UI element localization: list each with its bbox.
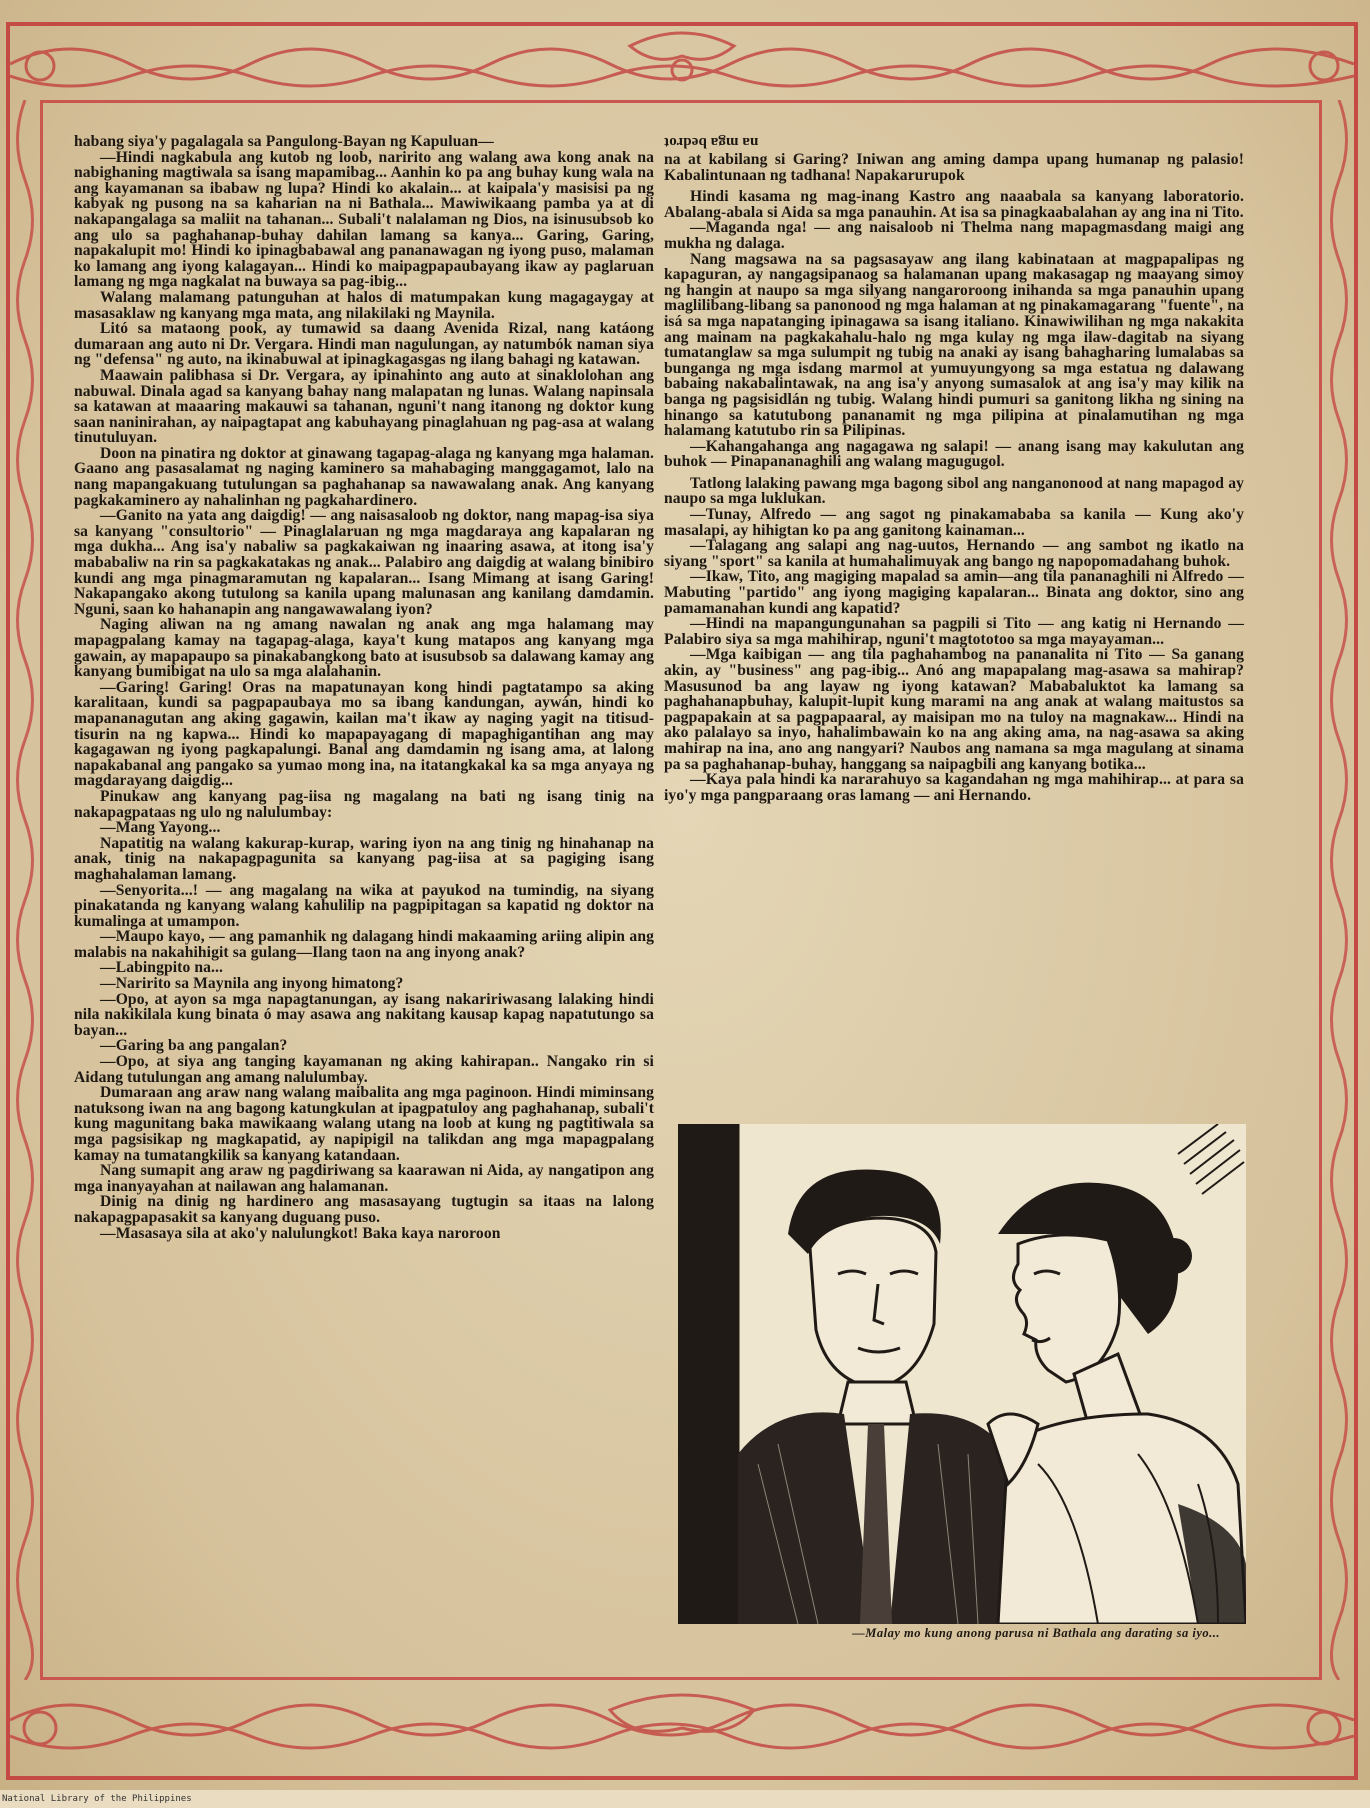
ornament-top-svg xyxy=(10,26,1354,100)
paragraph: —Masasaya sila at ako'y nalulungkot! Baka kaya naroroon xyxy=(100,1224,501,1242)
illustration-svg xyxy=(678,1124,1246,1624)
paragraph: Doon na pinatira ng doktor at ginawang tagapag-alaga ng kanyang mga halaman. Gaano ang pasasalamat ng naging kaminero sa mahabaging manggagamot, lalo na nang mapangakuang tutulungan sa paghahanap sa nawawalang anak. Ang kanyang pagkakaminero ay nahalinhan ng pagkahardinero. xyxy=(74,444,654,509)
paragraph: Nang magsawa na sa pagsasayaw ang ilang kabinataan at magpapalipas ng kapaguran, ay nangagsipanaog sa halamanan upang makasagap ng maayang simoy ng hangin at naupo sa mga silyang nangaroroong inihanda sa mga panauhin upang maglilibang-libang sa panonood ng mga halaman at ng pinakamagarang "fuente", na isá sa mga napatanging ipinagawa sa isang italiano. Kinawiwilihan ng mga nakakita ang mainam na pagkakahalu-halo ng mga kulay ng mga ilaw-dagitab na siyang tumatanglaw sa mga sulumpit ng tubig na anaki ay isang bahagharing lumalabas sa bunganga ng mga isdang marmol at yumuyungyong sa mga estatua ng dalawang babaing nakabalintawak, na ang isa'y anyong sumasalok at ang isa'y may kilik na banga ng pagsisidlán ng tubig. Walang hindi pumuri sa ganitong likha ng sining na hinango sa katutubong pananamit ng mga pilipina at pinalamutihan ng mga halamang katutubo rin sa Pilipinas. xyxy=(664,250,1244,440)
ornament-band-right xyxy=(1324,100,1354,1680)
paragraph: habang siya'y pagalagala sa Pangulong-Bayan ng Kapuluan— xyxy=(74,133,494,150)
ornament-bottom-svg xyxy=(10,1680,1354,1776)
paragraph: na at kabilang si Garing? Iniwan ang aming dampa upang humanap ng palasio! Kabalintunaan ng tadhana! Napakarurupok xyxy=(664,151,1244,184)
paragraph: —Hindi nagkabula ang kutob ng loob, naririto ang walang awa kong anak na nabighaning magtiwala sa isang mapamibag... Aanhin ko pa ang buhay kung wala na ang kayamanan sa ibabaw ng lupa? Hindi ko akalain... at kaipala'y masisisi pa ng kabyak ng pusong na sa kaharian na ni Bathala... Mawiwikaang pamba ya at di nakapangalaga sa maliit na tahanan... Subali't nalalaman ng Dios, na isinusubsob ko ang ulo sa paghahanap-buhay dahilan lamang sa kanya... Garing, Garing, napakalupit mo! Hindi ko ipinagbabawal ang pananawagan ng iyong puso, malaman ko lamang ang iyong kalagayan... Hindi ko maipagpapaubayang ikaw ay paglaruan lamang ng mga nagkalat na buwaya sa pag-ibig... xyxy=(74,148,654,291)
paragraph: Tatlong lalaking pawang mga bagong sibol ang nanganonood at nang mapagod ay naupo sa mga luklukan. xyxy=(664,474,1244,508)
paragraph: —Naririto sa Maynila ang inyong himatong? xyxy=(100,975,404,993)
story-illustration xyxy=(678,1124,1246,1624)
left-text-column xyxy=(74,134,654,1654)
paragraph: —Garing ba ang pangalan? xyxy=(100,1037,288,1055)
paragraph: Walang malamang patunguhan at halos di matumpakan kung magagaygay at masasaklaw ng kanyang mga mata, ang nilakilaki ng Maynila. xyxy=(74,288,654,322)
paragraph: —Senyorita...! — ang magalang na wika at payukod na tumindig, na siyang pinakatanda ng kanyang walang kahulilip na pagpipitagan sa kapatid ng doktor na kumalinga at umampon. xyxy=(74,881,654,930)
ornament-band-left xyxy=(10,100,40,1680)
paragraph: —Kahangahanga ang nagagawa ng salapi! — anang isang may kakulutan ang buhok — Pinapananaghili ang walang magugugol. xyxy=(664,437,1244,471)
paragraph: Naging aliwan na ng amang nawalan ng anak ang mga halamang may mapagpalang kamay na tagapag-alaga, kaya't kung matapos ang kanyang mga gawain, ay mapapaupo sa pinakabangkong bato at isusubsob sa dalawang kamay ang kanyang bumibigat na ulo sa mga alalahanin. xyxy=(74,616,654,681)
ornament-band-top xyxy=(10,26,1354,100)
paragraph: Dinig na dinig ng hardinero ang masasayang tugtugin sa itaas na lalong nakapagpapasakit sa kanyang duguang puso. xyxy=(74,1193,654,1226)
paragraph: —Talagang ang salapi ang nag-uutos, Hernando — ang sambot ng ikatlo na siyang "sport" sa kanila at humahalimuyak ang bango ng napopomadahang buhok. xyxy=(664,537,1244,570)
paragraph: —Tunay, Alfredo — ang sagot ng pinakamababa sa kanila — Kung ako'y masalapi, ay hihigtan ko pa ang ganitong kainaman... xyxy=(664,506,1244,539)
paragraph: —Kaya pala hindi ka nararahuyo sa kagandahan ng mga mahihirap... at para sa iyo'y mga pangparaang oras lamang — ani Hernando. xyxy=(664,771,1244,804)
ornament-left-svg xyxy=(10,100,40,1680)
paragraph: —Opo, at ayon sa mga napagtanungan, ay isang nakaririwasang lalaking hindi nila nakikilala kung binata ó may asawa ang nakitang kausap kapag napatutungo sa bayan... xyxy=(74,990,654,1039)
upside-down-header: na mga bedrot xyxy=(664,134,759,150)
paragraph: —Garing! Garing! Oras na mapatunayan kong hindi pagtatampo sa aking karalitaan, kundi sa pagpapaubaya mo sa ibang kandungan, aywán, hindi ko mapananagutan ang aking gagawin, kailan ma't ikaw ay naging yagit na titisud-tisurin na ng kapwa... Hindi ko mapapayagang di mapaghigantihan ang may kagagawan ng iyong pagkapalungi. Banal ang damdamin ng isang ama, at lalong napakabanal ang pangako sa yumao mong ina, na itatangkakal ka sa mga anyaya ng magdarayang daigdig... xyxy=(74,678,654,790)
paragraph: Dumaraan ang araw nang walang maibalita ang mga paginoon. Hindi miminsang natuksong iwan na ang bagong katungkulan at ipagpatuloy ang paghahanap, subali't kung magunitang baka mawikaang walang utang na loob at kung ng pagtitiwala sa mga pagsisikap ng magkapatid, ay napipigil na talikdan ang mga mapagpalang kamay na tumatangkilik sa kanyang katandaan. xyxy=(74,1084,654,1164)
right-text-column xyxy=(664,134,1244,803)
paragraph: Litó sa mataong pook, ay tumawid sa daang Avenida Rizal, nang katáong dumaraan ang auto ni Dr. Vergara. Hindi man nagulungan, ay natumbók naman siya ng "defensa" ng auto, na ikinabuwal at ipinagkagasgas ng ilang bahagi ng katawan. xyxy=(74,320,654,369)
paragraph: Maawain palibhasa si Dr. Vergara, ay ipinahinto ang auto at sinaklolohan ang nabuwal. Dinala agad sa kanyang bahay nang malapatan ng lunas. Walang napinsala sa katawan at maaaring makauwi sa tahanan, nguni't nang itanong ng doktor kung saan naninirahan, ay naipagtapat ang kabuhayang pinaglahuan ng pag-asa at walang tinutuluyan. xyxy=(74,366,654,447)
paragraph: Pinukaw ang kanyang pag-iisa ng magalang na bati ng isang tinig na nakapagpataas ng ulo ng nalulumbay: xyxy=(74,787,654,821)
paragraph: —Labingpito na... xyxy=(100,959,224,977)
ornament-right-svg xyxy=(1324,100,1354,1680)
ornament-band-bottom xyxy=(10,1680,1354,1776)
illustration-caption: —Malay mo kung anong parusa ni Bathala ang darating sa iyo... xyxy=(852,1626,1220,1640)
paragraph: —Ganito na yata ang daigdig! — ang naisasaloob ng doktor, nang mapag-isa siya sa kanyang "consultorio" — Pinaglalaruan ng mga magdaraya ang kapalaran ng mga dukha... Ang isa'y nabaliw sa pagkakaiwan ng inaaring asawa, at itong isa'y mababaliw na rin sa pagkakatakas ng anak... Palabiro ang daigdig at walang binibiro kundi ang mga pinagmaramutan ng kapalaran... Isang Mimang at isang Garing! Nakapangako akong tutulong sa kanila upang malunasan ang kanilang damdamin. Nguni, saan ko hahanapin ang nangawawalang iyon? xyxy=(74,507,654,618)
paragraph: Napatitig na walang kakurap-kurap, waring iyon na ang tinig ng hinahanap na anak, tinig na nakapagpagunita sa kanyang pag-iisa at sa pagiging isang maghahalaman lamang. xyxy=(74,834,654,883)
paragraph: —Mga kaibigan — ang tila paghahambog na pananalita ni Tito — Sa ganang akin, ay "business" ang pag-ibig... Anó ang mapapalang mag-asawa sa mahirap? Masusunod ba ang layaw ng iyong katawan? Mababaluktot ka lamang sa paghahanapbuhay, kalupit-lupit kung marami na ang anak at walang maitustos sa pagpapakain at sa pagpapaaral, ay maisipan mo na tuloy na magnakaw... Hindi na ako palalayo sa inyo, hahalimbawain ko na ang aking ama, na nag-asawa sa aking mahirap na ina, ano ang nangyari? Naubos ang namana sa mga magulang at sinama pa sa paghahanap-buhay, hanggang sa naipagbili ang kanyang botika... xyxy=(664,646,1244,773)
paragraph: —Opo, at siya ang tanging kayamanan ng aking kahirapan.. Nangako rin si Aidang tutulungan ang amang nalulumbay. xyxy=(74,1053,654,1086)
paragraph: Nang sumapit ang araw ng pagdiriwang sa kaarawan ni Aida, ay nangatipon ang mga inanyayahan at nailawan ang halamanan. xyxy=(74,1162,654,1195)
paragraph: —Hindi na mapangungunahan sa pagpili si Tito — ang katig ni Hernando — Palabiro siya sa mga mahihirap, nguni't magtototoo sa mga mayayaman... xyxy=(664,615,1244,648)
paragraph: —Maupo kayo, — ang pamanhik ng dalagang hindi makaaming ariing alipin ang malabis na nakahihigit sa gulang—Ilang taon na ang inyong anak? xyxy=(74,928,654,961)
library-watermark: National Library of the Philippines xyxy=(2,1794,192,1804)
paragraph: Hindi kasama ng mag-inang Kastro ang naaabala sa kanyang laboratorio. Abalang-abala si Aida sa mga panauhin. At isa sa pinagkaabalahan ay ang ina ni Tito. xyxy=(664,188,1244,221)
paragraph: —Ikaw, Tito, ang magiging mapalad sa amin—ang tila pananaghili ni Alfredo — Mabuting "partido" ang iyong magiging kapalaran... Binata ang doktor, sino ang pamamanahan kundi ang kapatid? xyxy=(664,568,1244,617)
paragraph: —Maganda nga! — ang naisaloob ni Thelma nang mapagmasdang maigi ang mukha ng dalaga. xyxy=(664,219,1244,252)
paragraph: —Mang Yayong... xyxy=(100,819,221,837)
